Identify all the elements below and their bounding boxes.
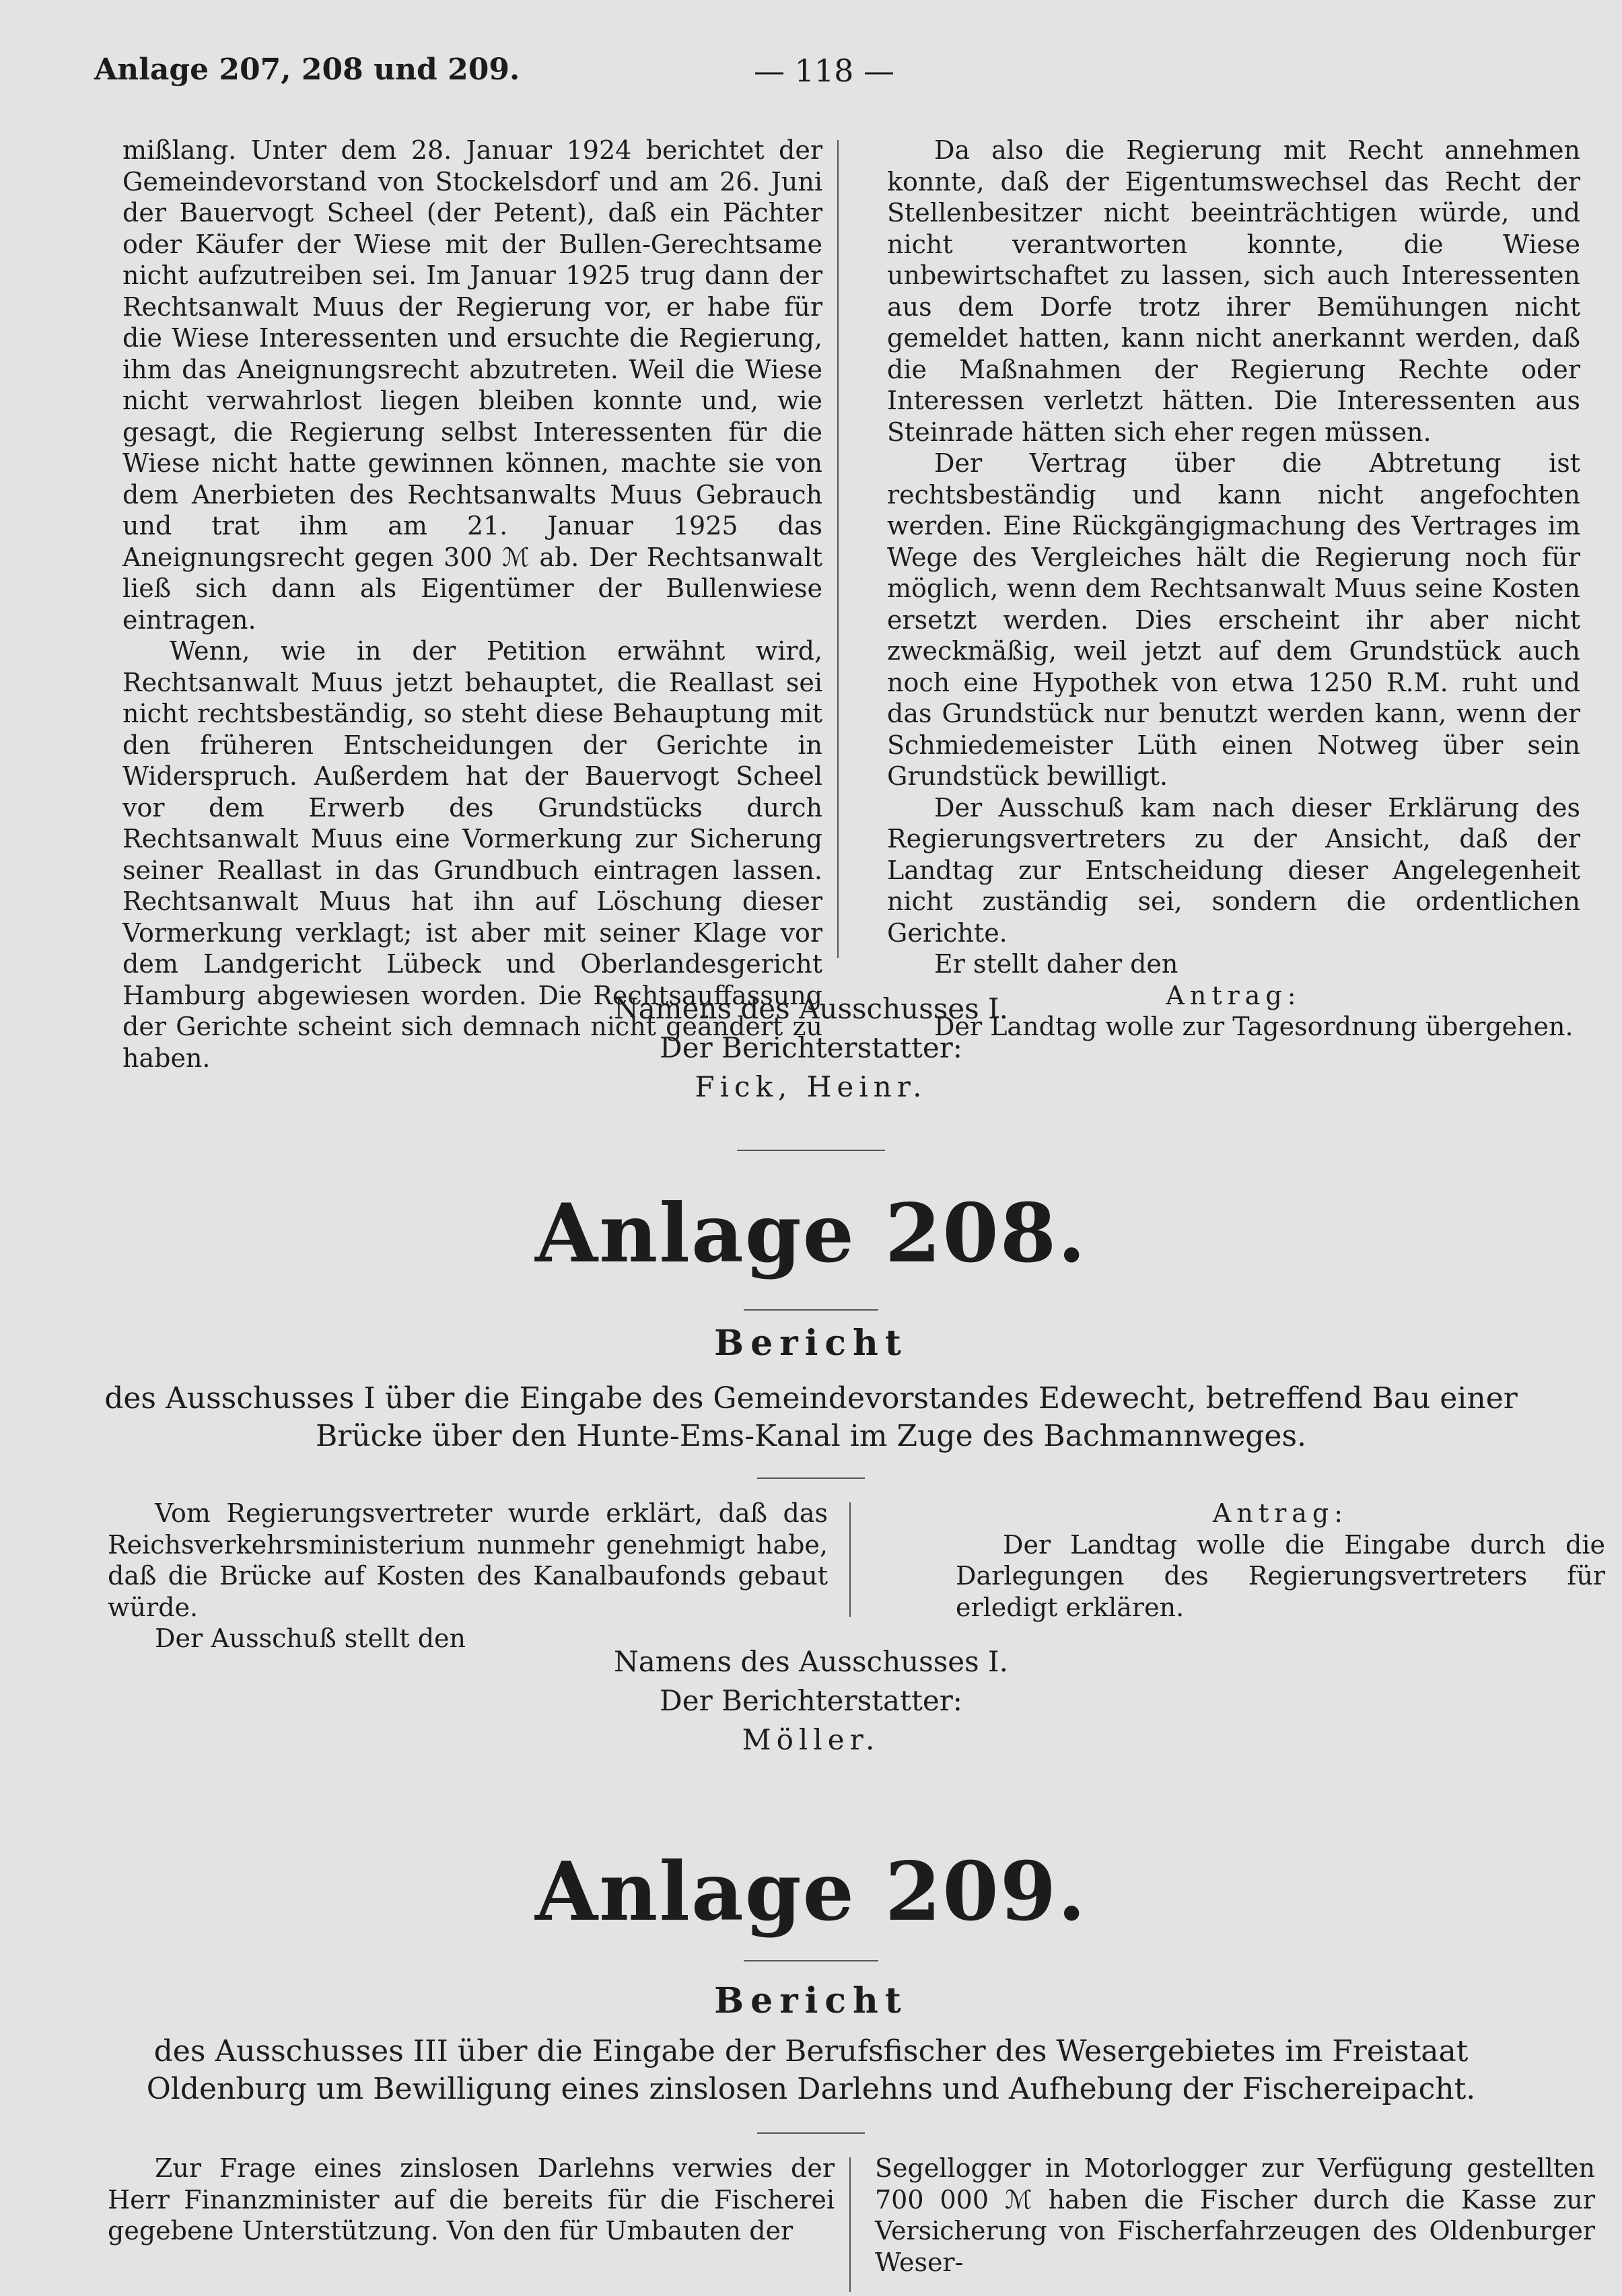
a207-antrag-heading: Antrag: [1166,980,1302,1010]
column-divider [849,1502,851,1617]
a208-sign-name: Möller. [742,1723,880,1756]
a208-sign-namens: Namens des Ausschusses I. [614,1645,1008,1678]
page-header [94,53,1528,100]
a207-right-paragraph-1: Da also die Regierung mit Recht annehmen konnte, daß der Eigentumswechsel das Recht der Stellenbesitzer nicht beeinträchtigen würde, und nicht verantworten konnte, die Wiese unbewirtschaftet zu lassen, sich auch Interessenten aus dem Dorfe trotz ihrer Bemühungen nicht gemeldet hatten, kann nicht anerkannt werden, daß die Maßnahmen der Regierung Rechte oder Interessen verletzt hätten. Die Interessenten aus Steinrade hätten sich eher regen müssen. [887,135,1580,447]
separator-rule [757,2132,865,2134]
header-annex-label: Anlage 207, 208 und 209. [94,53,520,87]
a208-right-column [956,1498,1605,1623]
a209-right-column [875,2153,1595,2278]
a208-sign-role: Der Berichterstatter: [660,1684,962,1717]
column-divider [849,2157,851,2292]
a208-title: Anlage 208. [535,1186,1087,1281]
a207-right-column [887,135,1580,1043]
a207-left-column [122,135,822,1074]
column-divider [837,140,839,958]
separator-rule [737,1150,885,1151]
a208-left-paragraph-1: Vom Regierungsvertreter wurde erklärt, daß das Reichsverkehrsministerium nunmehr genehmigt habe, daß die Brücke auf Kosten des Kanalbaufonds gebaut würde. [108,1498,828,1622]
a207-left-paragraph-2: Wenn, wie in der Petition erwähnt wird, Rechtsanwalt Muus jetzt behauptet, die Reallast sei nicht rechtsbeständig, so steht diese Behauptung mit den früheren Entscheidungen der Gerichte in Widerspruch. Außerdem hat der Bauervogt Scheel vor dem Erwerb des Grundstücks durch Rechtsanwalt Muus eine Vormerkung zur Sicherung seiner Reallast in das Grundbuch eintragen lassen. Rechtsanwalt Muus hat ihn auf Löschung dieser Vormerkung verklagt; ist aber mit seiner Klage vor dem Landgericht Lübeck und Oberlandesgericht Hamburg abgewiesen worden. Die Rechtsauffassung der Gerichte scheint sich demnach nicht geändert zu haben. [122,636,822,1073]
a207-sign-namens: Namens des Ausschusses I. [614,992,1008,1025]
a209-bericht-heading: Bericht [714,1980,908,2021]
a207-sign-role: Der Berichterstatter: [660,1031,962,1064]
a208-subject: des Ausschusses I über die Eingabe des Gemeindevorstandes Edewecht, betreffend Bau einer Brücke über den Hunte-Ems-Kanal im Zuge des Bachmannweges. [104,1381,1518,1453]
a208-antrag-heading: Antrag: [1212,1498,1349,1528]
page-number: — 118 — [754,53,895,89]
a207-sign-name: Fick, Heinr. [695,1070,927,1103]
a209-left-column [108,2153,835,2247]
a207-signature [542,989,1080,1107]
a207-right-paragraph-2: Der Vertrag über die Abtretung ist rechtsbeständig und kann nicht angefochten werden. Eine Rückgängigmachung des Vertrages im Wege des Vergleiches hält die Regierung noch für möglich, wenn dem Rechtsanwalt Muus seine Kosten ersetzt werden. Dies erscheint ihr aber nicht zweckmäßig, weil jetzt auf dem Grundstück auch noch eine Hypothek von etwa 1250 R.M. ruht und das Grundstück nur benutzt werden kann, wenn der Schmiedemeister Lüth einen Notweg über sein Grundstück bewilligt. [887,448,1580,791]
a208-left-paragraph-2: Der Ausschuß stellt den [155,1624,466,1653]
a208-antrag-text: Der Landtag wolle die Eingabe durch die Darlegungen des Regierungsvertreters für erledigt erklären. [956,1529,1605,1622]
a207-right-paragraph-3: Der Ausschuß kam nach dieser Erklärung des Regierungsvertreters zu der Ansicht, daß der Landtag zur Entscheidung dieser Angelegenheit nicht zuständig sei, sondern die ordentlichen Gerichte. [887,792,1580,948]
a208-bericht-heading: Bericht [714,1323,908,1364]
a209-left-paragraph: Zur Frage eines zinslosen Darlehns verwies der Herr Finanzminister auf die bereits für die Fischerei gegebene Unterstützung. Von den für Umbauten der [108,2153,835,2246]
separator-rule [757,1477,865,1479]
a207-left-paragraph-1: mißlang. Unter dem 28. Januar 1924 berichtet der Gemeindevorstand von Stockelsdorf und am 26. Juni der Bauervogt Scheel (der Petent), daß ein Pächter oder Käufer der Wiese mit der Bullen-Gerechtsame nicht aufzutreiben sei. Im Januar 1925 trug dann der Rechtsanwalt Muus der Regierung vor, er habe für die Wiese Interessenten und ersuchte die Regierung, ihm das Aneignungsrecht abzutreten. Weil die Wiese nicht verwahrlost liegen bleiben konnte und, wie gesagt, die Regierung selbst Interessenten für die Wiese nicht hatte gewinnen können, machte sie von dem Anerbieten des Rechtsanwalts Muus Gebrauch und trat ihm am 21. Januar 1925 das Aneignungsrecht gegen 300 ℳ ab. Der Rechtsanwalt ließ sich dann als Eigentümer der Bullenwiese eintragen. [122,135,822,635]
a209-subject: des Ausschusses III über die Eingabe der Berufsfischer des Wesergebietes im Freistaat Oldenburg um Bewilligung eines zinslosen Darlehns und Aufhebung der Fischereipacht. [146,2034,1476,2106]
separator-rule [744,1309,878,1311]
a207-antrag-text: Der Landtag wolle zur Tagesordnung übergehen. [934,1012,1574,1041]
a209-title: Anlage 209. [535,1844,1087,1939]
separator-rule [744,1960,878,1961]
a207-right-paragraph-4: Er stellt daher den [934,949,1178,979]
a208-left-column [108,1498,828,1655]
a209-right-paragraph: Segellogger in Motorlogger zur Verfügung gestellten 700 000 ℳ haben die Fischer durch die Kasse zur Versicherung von Fischerfahrzeugen des Oldenburger Weser- [875,2153,1595,2277]
a208-signature [542,1642,1080,1760]
